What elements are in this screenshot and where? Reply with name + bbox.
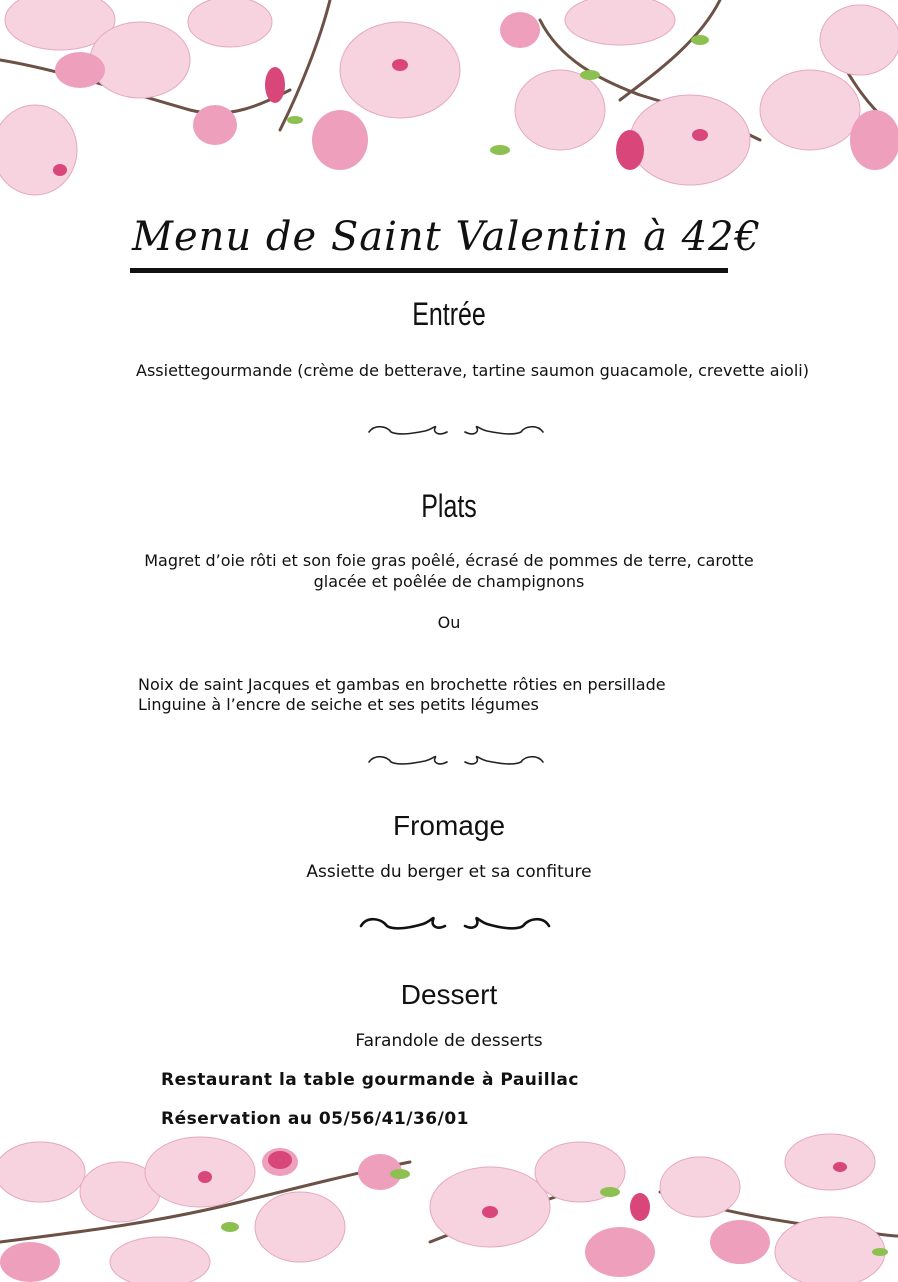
plats-option1-line1: Magret d’oie rôti et son foie gras poêlé, écrasé de pommes de terre, carotte [144, 551, 754, 570]
plats-or-separator: Ou [437, 613, 461, 632]
heading-fromage: Fromage [392, 810, 506, 841]
fromage-item: Assiette du berger et sa confiture [306, 862, 592, 882]
heading-entree: Entrée [412, 296, 486, 332]
swirl-divider-3 [357, 910, 553, 938]
plats-option2-line1: Noix de saint Jacques et gambas en brochette rôties en persillade [138, 675, 666, 694]
heading-plats: Plats [421, 488, 477, 524]
plats-option1-line2: glacée et poêlée de champignons [313, 572, 585, 591]
floral-border-top [0, 0, 898, 215]
title-underline [130, 268, 728, 273]
reservation-phone: Réservation au 05/56/41/36/01 [161, 1109, 469, 1129]
entree-item: Assiettegourmande (crème de betterave, tartine saumon guacamole, crevette aioli) [136, 361, 809, 380]
swirl-divider-1 [365, 420, 547, 442]
heading-dessert: Dessert [400, 979, 498, 1010]
floral-border-bottom [0, 1132, 898, 1282]
dessert-item: Farandole de desserts [355, 1031, 543, 1051]
menu-title: Menu de Saint Valentin à 42€ [132, 214, 761, 260]
restaurant-name: Restaurant la table gourmande à Pauillac [161, 1070, 579, 1090]
swirl-divider-2 [365, 750, 547, 772]
plats-option2-line2: Linguine à l’encre de seiche et ses petits légumes [138, 695, 539, 714]
